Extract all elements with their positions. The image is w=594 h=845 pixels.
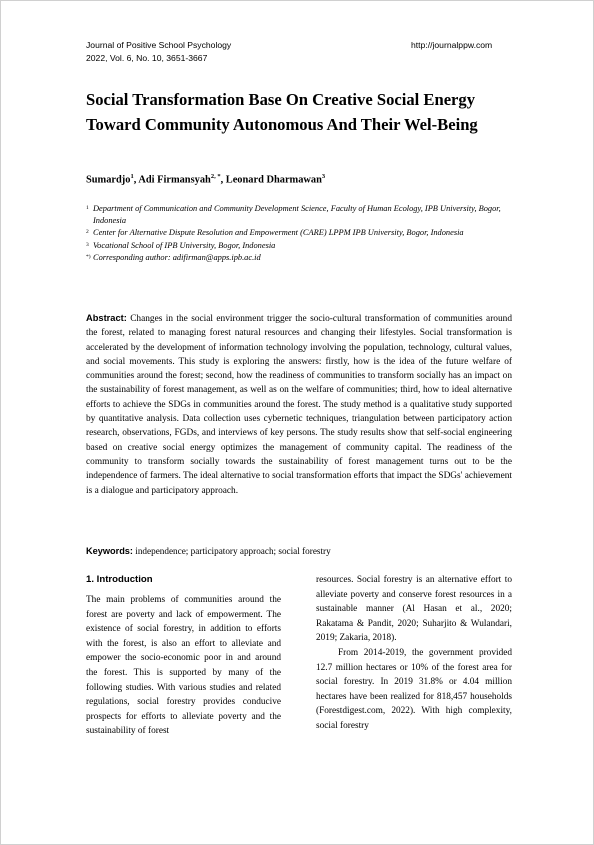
keywords-label: Keywords: <box>86 546 133 556</box>
author-list: Sumardjo$^1$, Adi Firmansyah$^{2, *}$, Leonard Dharmawan$^3$ <box>86 173 326 186</box>
abstract-label: Abstract: <box>86 313 127 323</box>
affiliation-text: Department of Communication and Community Development Science, Faculty of Human Ecology, IPB University, Bogor, Indonesia <box>93 204 501 226</box>
abstract-text: Changes in the social environment trigger the socio-cultural transformation of communities around the forest, related to managing forest natural resources and changing their lifestyles. Social transformation is accelerated by the development of information technology involving the population, technology, cultural values, and social movements. This study is exploring the answers: firstly, how is the idea of the future welfare of communities around the forest; second, how the readiness of communities to transform socially has an impact on the sustainability of forest management, as well as on the welfare of communities; third, how to ideal alternative efforts to achieve the SDGs in communities around the forest. The study method is a qualitative study supported by quantitative analysis. Data collection uses cybernetic techniques, triangulation between participatory action research, observations, FGDs, and interviews of key persons. The study results show that self-social engineering based on creative social energy optimizes the management of community capital. The readiness of the community to transform socially towards the sustainability of forest management turns out to be the independence of farmers. The ideal alternative to social transformation efforts that impact the SDGs' achievement is a dialogue and participatory approach. <box>86 314 512 496</box>
journal-header <box>86 39 231 65</box>
intro-left-column: The main problems of communities around the forest are poverty and lack of empowerment. The existence of social forestry, in addition to efforts with the forest, is also an effort to alleviate and empower the socio-economic poor in and around the forest. This is supported by many of the following studies. With various studies and related regulations, social forestry provides conducive prospects for efforts to alleviate poverty and the sustainability of forest <box>86 595 281 737</box>
affiliation-text: Center for Alternative Dispute Resolution and Empowerment (CARE) LPPM IPB University, Bogor, Indonesia <box>93 228 464 238</box>
section-heading: 1. Introduction <box>86 574 153 585</box>
intro-paragraph: From 2014-2019, the government provided 12.7 million hectares or 10% of the forest area for social forestry. In 2019 31.8% or 4.04 million hectares have been realized for 818,457 households (Forestdigest.com, 2022). With high complexity, social forestry <box>316 647 512 731</box>
intro-right-column <box>316 573 512 734</box>
author-name: Leonard Dharmawan <box>225 174 322 186</box>
affiliation-mark: 2 <box>86 229 89 236</box>
affiliation-mark: 1 <box>86 205 89 211</box>
author-affil-mark: 1 <box>130 173 134 180</box>
journal-issue: 2022, Vol. 6, No. 10, 3651-3667 <box>86 53 208 63</box>
journal-name: Journal of Positive School Psychology <box>86 40 232 50</box>
corresponding-author <box>86 252 511 264</box>
affiliation-list <box>86 203 511 264</box>
author-affil-mark: 3 <box>321 173 326 180</box>
author-affil-mark: 2, * <box>210 173 221 180</box>
keywords <box>86 545 512 558</box>
affiliation-item <box>86 227 511 239</box>
journal-url[interactable]: http://journalppw.com <box>411 40 493 50</box>
affiliation-mark: 3 <box>86 241 89 248</box>
corresponding-email[interactable]: Corresponding author: adifirman@apps.ipb.ac.id <box>93 252 261 262</box>
abstract <box>86 311 512 498</box>
affiliation-item <box>86 240 511 252</box>
affiliation-text: Vocational School of IPB University, Bogor, Indonesia <box>93 240 276 250</box>
paper-title: Social Transformation Base On Creative Social Energy Toward Community Autonomous And Their Wel-Being <box>86 90 478 134</box>
affiliation-mark: *) <box>86 253 91 260</box>
author-name: Sumardjo <box>86 174 131 186</box>
author-name: Adi Firmansyah <box>138 174 211 186</box>
affiliation-item <box>86 203 511 227</box>
intro-paragraph: resources. Social forestry is an alternative effort to alleviate poverty and conserve forest resources in a sustainable manner (Al Hasan et al., 2020; Rakatama & Pandit, 2020; Suharjito & Wulandari, 2019; Zakaria, 2018). <box>316 575 512 644</box>
keywords-text: independence; participatory approach; social forestry <box>135 546 331 556</box>
